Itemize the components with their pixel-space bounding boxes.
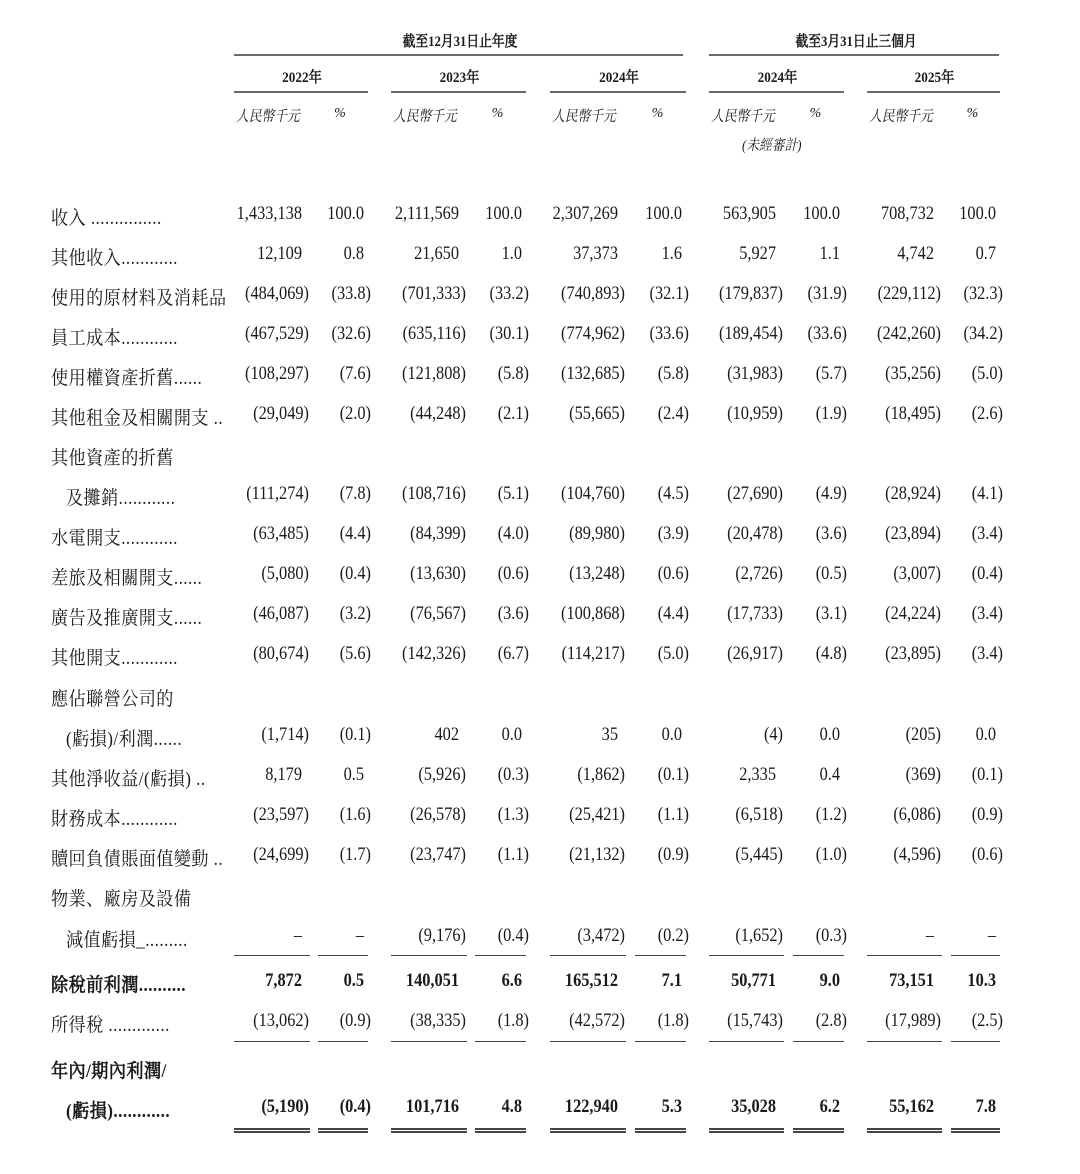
- amount-cell: (76,567): [410, 603, 466, 624]
- percent-cell: (0.1): [657, 764, 689, 785]
- amount-cell: 35: [601, 724, 618, 745]
- group-title-annual: 截至12月31日止年度: [402, 34, 518, 50]
- percent-cell: 1.1: [819, 243, 840, 264]
- percent-cell: (1.6): [339, 804, 371, 825]
- amount-cell: (5,080): [261, 563, 309, 584]
- amount-cell: 402: [434, 724, 459, 745]
- percent-cell: (2.5): [971, 1010, 1003, 1031]
- amount-cell: (29,049): [253, 403, 309, 424]
- amount-cell: –: [293, 925, 302, 946]
- double-underline: [550, 1128, 626, 1133]
- row-label-continuation: (虧損)/利潤......: [66, 729, 183, 750]
- percent-cell: (3.1): [815, 603, 847, 624]
- amount-cell: 5,927: [739, 243, 776, 264]
- amount-cell: (26,578): [410, 804, 466, 825]
- row-label: 其他租金及相關開支 ..: [51, 408, 224, 429]
- amount-cell: (17,989): [885, 1010, 941, 1031]
- amount-cell: (5,445): [735, 844, 783, 865]
- amount-cell: (5,926): [418, 764, 466, 785]
- percent-cell: 0.4: [819, 764, 840, 785]
- amount-cell: (179,837): [719, 283, 783, 304]
- percent-cell: (7.6): [339, 363, 371, 384]
- row-label: 財務成本............: [51, 809, 178, 830]
- percent-cell: (2.1): [497, 403, 529, 424]
- row-label: 其他收入............: [51, 248, 178, 269]
- percent-cell: (2.8): [815, 1010, 847, 1031]
- percent-cell: 1.6: [661, 243, 682, 264]
- percent-cell: (3.6): [497, 603, 529, 624]
- percent-cell: 0.7: [975, 243, 996, 264]
- percent-cell: 0.0: [819, 724, 840, 745]
- percent-cell: (1.1): [657, 804, 689, 825]
- percent-cell: (32.6): [331, 323, 371, 344]
- amount-cell: –: [925, 925, 934, 946]
- amount-cell: (635,116): [402, 323, 466, 344]
- amount-cell: (3,472): [577, 925, 625, 946]
- amount-unit-label: 人民幣千元: [869, 109, 933, 125]
- subtotal-underline: [234, 1041, 310, 1042]
- amount-unit-label: 人民幣千元: [552, 109, 616, 125]
- percent-cell: 6.2: [819, 1096, 840, 1117]
- amount-cell: (6,086): [893, 804, 941, 825]
- row-label: 水電開支............: [51, 528, 178, 549]
- percent-cell: (5.8): [497, 363, 529, 384]
- amount-cell: 37,373: [573, 243, 618, 264]
- amount-cell: (28,924): [885, 483, 941, 504]
- percent-cell: 100.0: [645, 203, 682, 224]
- percent-cell: (3.4): [971, 523, 1003, 544]
- amount-cell: (9,176): [418, 925, 466, 946]
- double-underline: [318, 1128, 368, 1133]
- subtotal-underline: [475, 1041, 526, 1042]
- percent-cell: (30.1): [489, 323, 529, 344]
- percent-cell: (0.4): [971, 563, 1003, 584]
- percent-cell: 4.8: [501, 1096, 522, 1117]
- amount-cell: (189,454): [719, 323, 783, 344]
- percent-cell: 0.8: [343, 243, 364, 264]
- percent-cell: (0.1): [339, 724, 371, 745]
- amount-unit-label: 人民幣千元: [236, 109, 300, 125]
- percent-cell: (33.2): [489, 283, 529, 304]
- percent-cell: (0.2): [657, 925, 689, 946]
- amount-cell: (15,743): [727, 1010, 783, 1031]
- row-label: 所得稅 .............: [51, 1015, 170, 1036]
- amount-cell: (46,087): [253, 603, 309, 624]
- amount-cell: (24,224): [885, 603, 941, 624]
- percent-cell: 100.0: [803, 203, 840, 224]
- percent-cell: (6.7): [497, 643, 529, 664]
- row-label: 差旅及相關開支......: [51, 568, 203, 589]
- percent-cell: 100.0: [327, 203, 364, 224]
- subtotal-underline: [318, 1041, 368, 1042]
- amount-cell: (13,630): [410, 563, 466, 584]
- percent-cell: 7.8: [975, 1096, 996, 1117]
- subtotal-underline: [234, 955, 310, 956]
- amount-cell: (89,980): [569, 523, 625, 544]
- amount-cell: (31,983): [727, 363, 783, 384]
- subtotal-underline: [951, 955, 1000, 956]
- amount-cell: 708,732: [880, 203, 934, 224]
- amount-cell: 563,905: [722, 203, 776, 224]
- double-underline: [234, 1128, 310, 1133]
- percent-cell: (5.8): [657, 363, 689, 384]
- row-label-continuation: 減值虧損_.........: [66, 930, 188, 951]
- amount-cell: (23,895): [885, 643, 941, 664]
- double-underline: [867, 1128, 942, 1133]
- amount-cell: (108,297): [245, 363, 309, 384]
- amount-cell: (18,495): [885, 403, 941, 424]
- row-label: 物業、廠房及設備: [51, 889, 192, 910]
- amount-cell: 140,051: [405, 970, 459, 991]
- subtotal-underline: [793, 955, 844, 956]
- percent-cell: (5.1): [497, 483, 529, 504]
- amount-cell: (21,132): [569, 844, 625, 865]
- percent-cell: (0.9): [971, 804, 1003, 825]
- amount-cell: (63,485): [253, 523, 309, 544]
- row-label: 應佔聯營公司的: [51, 689, 174, 710]
- percent-cell: (0.4): [497, 925, 529, 946]
- percent-cell: (7.8): [339, 483, 371, 504]
- amount-cell: 55,162: [889, 1096, 934, 1117]
- amount-cell: (121,808): [402, 363, 466, 384]
- subtotal-underline: [318, 955, 368, 956]
- subtotal-underline: [709, 1041, 784, 1042]
- percent-cell: (0.6): [971, 844, 1003, 865]
- amount-cell: 21,650: [414, 243, 459, 264]
- period-year: 2024年: [757, 70, 798, 86]
- amount-cell: (1,652): [735, 925, 783, 946]
- percent-cell: 0.0: [501, 724, 522, 745]
- percent-cell: 0.0: [975, 724, 996, 745]
- amount-cell: (44,248): [410, 403, 466, 424]
- amount-cell: (23,894): [885, 523, 941, 544]
- row-label: 員工成本............: [51, 328, 178, 349]
- percent-cell: (33.6): [649, 323, 689, 344]
- amount-cell: (740,893): [561, 283, 625, 304]
- percent-cell: (1.7): [339, 844, 371, 865]
- amount-cell: (111,274): [246, 483, 309, 504]
- amount-cell: 7,872: [265, 970, 302, 991]
- subtotal-underline: [867, 1041, 942, 1042]
- amount-cell: (84,399): [410, 523, 466, 544]
- percent-cell: (1.9): [815, 403, 847, 424]
- amount-cell: 50,771: [731, 970, 776, 991]
- period-year: 2024年: [599, 70, 639, 86]
- amount-cell: (35,256): [885, 363, 941, 384]
- percent-cell: 6.6: [501, 970, 522, 991]
- double-underline: [951, 1128, 1000, 1133]
- amount-cell: (24,699): [253, 844, 309, 865]
- percent-cell: (0.5): [815, 563, 847, 584]
- percent-cell: (1.1): [497, 844, 529, 865]
- percent-cell: (2.0): [339, 403, 371, 424]
- amount-cell: 1,433,138: [236, 203, 302, 224]
- subtotal-underline: [550, 955, 626, 956]
- subtotal-underline: [867, 955, 942, 956]
- percent-cell: 7.1: [661, 970, 682, 991]
- amount-cell: 165,512: [564, 970, 618, 991]
- amount-cell: 12,109: [257, 243, 302, 264]
- percent-cell: (4.4): [657, 603, 689, 624]
- percent-cell: (4.8): [815, 643, 847, 664]
- percent-cell: (4.1): [971, 483, 1003, 504]
- percent-cell: 100.0: [959, 203, 996, 224]
- percent-cell: (0.6): [497, 563, 529, 584]
- amount-cell: (27,690): [727, 483, 783, 504]
- amount-cell: (369): [905, 764, 941, 785]
- subtotal-underline: [793, 1041, 844, 1042]
- period-year: 2022年: [282, 70, 322, 86]
- percent-cell: (31.9): [807, 283, 847, 304]
- row-label: 其他開支............: [51, 648, 178, 669]
- percent-cell: (32.3): [963, 283, 1003, 304]
- percent-cell: (0.1): [971, 764, 1003, 785]
- row-label: 廣告及推廣開支......: [51, 608, 203, 629]
- row-label-continuation: 及攤銷............: [66, 488, 176, 509]
- subtotal-underline: [391, 1041, 467, 1042]
- percent-unit-label: %: [809, 106, 822, 121]
- amount-cell: 2,111,569: [394, 203, 459, 224]
- amount-cell: (114,217): [561, 643, 625, 664]
- percent-cell: (0.3): [815, 925, 847, 946]
- period-rule: [550, 91, 686, 93]
- amount-cell: (100,868): [561, 603, 625, 624]
- percent-cell: (4.0): [497, 523, 529, 544]
- amount-cell: (142,326): [402, 643, 466, 664]
- percent-cell: –: [355, 925, 364, 946]
- amount-cell: (242,260): [877, 323, 941, 344]
- amount-cell: (484,069): [245, 283, 309, 304]
- amount-cell: (17,733): [727, 603, 783, 624]
- amount-cell: (774,962): [561, 323, 625, 344]
- period-rule: [234, 91, 368, 93]
- percent-cell: (3.2): [339, 603, 371, 624]
- double-underline: [793, 1128, 844, 1133]
- period-rule: [391, 91, 526, 93]
- period-year: 2025年: [914, 70, 955, 86]
- amount-cell: (80,674): [253, 643, 309, 664]
- percent-cell: (33.8): [331, 283, 371, 304]
- percent-cell: (1.0): [815, 844, 847, 865]
- percent-cell: 9.0: [819, 970, 840, 991]
- group-rule-annual: [234, 54, 683, 56]
- percent-cell: (0.9): [339, 1010, 371, 1031]
- percent-cell: (0.4): [339, 563, 371, 584]
- percent-cell: (3.9): [657, 523, 689, 544]
- subtotal-underline: [709, 955, 784, 956]
- period-rule: [709, 91, 844, 93]
- amount-cell: 2,307,269: [552, 203, 618, 224]
- percent-cell: 1.0: [501, 243, 522, 264]
- amount-unit-label: 人民幣千元: [393, 109, 457, 125]
- percent-cell: (3.4): [971, 603, 1003, 624]
- amount-cell: (13,062): [253, 1010, 309, 1031]
- double-underline: [635, 1128, 686, 1133]
- subtotal-underline: [550, 1041, 626, 1042]
- double-underline: [391, 1128, 467, 1133]
- subtotal-underline: [475, 955, 526, 956]
- percent-cell: (5.0): [971, 363, 1003, 384]
- percent-cell: 0.0: [661, 724, 682, 745]
- amount-cell: 8,179: [265, 764, 302, 785]
- period-year: 2023年: [439, 70, 480, 86]
- row-label: 年內/期內利潤/: [51, 1061, 167, 1082]
- percent-cell: (3.4): [971, 643, 1003, 664]
- percent-cell: 0.5: [343, 764, 364, 785]
- percent-cell: (0.6): [657, 563, 689, 584]
- double-underline: [709, 1128, 784, 1133]
- amount-cell: (26,917): [727, 643, 783, 664]
- percent-cell: (34.2): [963, 323, 1003, 344]
- row-label: 使用的原材料及消耗品: [51, 288, 227, 309]
- subtotal-underline: [951, 1041, 1000, 1042]
- row-label: 收入 ...............: [51, 208, 162, 229]
- amount-cell: (23,747): [410, 844, 466, 865]
- percent-unit-label: %: [966, 106, 979, 121]
- amount-cell: 73,151: [889, 970, 934, 991]
- percent-cell: (4.4): [339, 523, 371, 544]
- percent-cell: –: [987, 925, 996, 946]
- percent-cell: (0.9): [657, 844, 689, 865]
- percent-cell: (0.4): [339, 1096, 371, 1117]
- percent-cell: (5.0): [657, 643, 689, 664]
- percent-cell: (1.2): [815, 804, 847, 825]
- percent-cell: (5.7): [815, 363, 847, 384]
- amount-cell: (229,112): [877, 283, 941, 304]
- row-label: 除稅前利潤..........: [51, 975, 187, 996]
- percent-cell: (2.4): [657, 403, 689, 424]
- unaudited-note: (未經審計): [742, 138, 802, 154]
- amount-cell: (467,529): [245, 323, 309, 344]
- amount-cell: (3,007): [893, 563, 941, 584]
- percent-cell: (5.6): [339, 643, 371, 664]
- row-label: 使用權資產折舊......: [51, 368, 203, 389]
- amount-cell: (4,596): [893, 844, 941, 865]
- percent-cell: (0.3): [497, 764, 529, 785]
- percent-cell: (32.1): [649, 283, 689, 304]
- percent-cell: (2.6): [971, 403, 1003, 424]
- group-title-quarter: 截至3月31日止三個月: [795, 34, 917, 50]
- percent-cell: 10.3: [967, 970, 996, 991]
- percent-cell: (1.8): [497, 1010, 529, 1031]
- percent-cell: (1.3): [497, 804, 529, 825]
- percent-cell: (1.8): [657, 1010, 689, 1031]
- amount-cell: (5,190): [261, 1096, 309, 1117]
- amount-cell: (25,421): [569, 804, 625, 825]
- percent-cell: 100.0: [485, 203, 522, 224]
- amount-cell: (104,760): [561, 483, 625, 504]
- amount-cell: (1,714): [261, 724, 309, 745]
- group-rule-quarter: [709, 54, 999, 56]
- amount-unit-label: 人民幣千元: [711, 109, 775, 125]
- row-label-continuation: (虧損)............: [66, 1101, 171, 1122]
- row-label: 其他資產的折舊: [51, 448, 174, 469]
- amount-cell: (13,248): [569, 563, 625, 584]
- percent-cell: (3.6): [815, 523, 847, 544]
- subtotal-underline: [391, 955, 467, 956]
- amount-cell: (38,335): [410, 1010, 466, 1031]
- amount-cell: (701,333): [402, 283, 466, 304]
- amount-cell: 101,716: [405, 1096, 459, 1117]
- row-label: 其他淨收益/(虧損) ..: [51, 769, 206, 790]
- amount-cell: (20,478): [727, 523, 783, 544]
- amount-cell: (1,862): [577, 764, 625, 785]
- percent-unit-label: %: [651, 106, 664, 121]
- period-rule: [867, 91, 1000, 93]
- amount-cell: (2,726): [735, 563, 783, 584]
- amount-cell: 35,028: [731, 1096, 776, 1117]
- percent-cell: (33.6): [807, 323, 847, 344]
- percent-unit-label: %: [334, 106, 346, 121]
- amount-cell: 2,335: [739, 764, 776, 785]
- amount-cell: (205): [905, 724, 941, 745]
- percent-cell: (4.9): [815, 483, 847, 504]
- percent-cell: (4.5): [657, 483, 689, 504]
- amount-cell: (108,716): [402, 483, 466, 504]
- amount-cell: (4): [763, 724, 783, 745]
- subtotal-underline: [635, 1041, 686, 1042]
- amount-cell: 122,940: [564, 1096, 618, 1117]
- amount-cell: 4,742: [897, 243, 934, 264]
- row-label: 贖回負債賬面值變動 ..: [51, 849, 224, 870]
- double-underline: [475, 1128, 526, 1133]
- amount-cell: (132,685): [561, 363, 625, 384]
- amount-cell: (6,518): [735, 804, 783, 825]
- percent-unit-label: %: [491, 106, 504, 121]
- percent-cell: 0.5: [343, 970, 364, 991]
- subtotal-underline: [635, 955, 686, 956]
- amount-cell: (23,597): [253, 804, 309, 825]
- amount-cell: (10,959): [727, 403, 783, 424]
- percent-cell: 5.3: [661, 1096, 682, 1117]
- amount-cell: (55,665): [569, 403, 625, 424]
- amount-cell: (42,572): [569, 1010, 625, 1031]
